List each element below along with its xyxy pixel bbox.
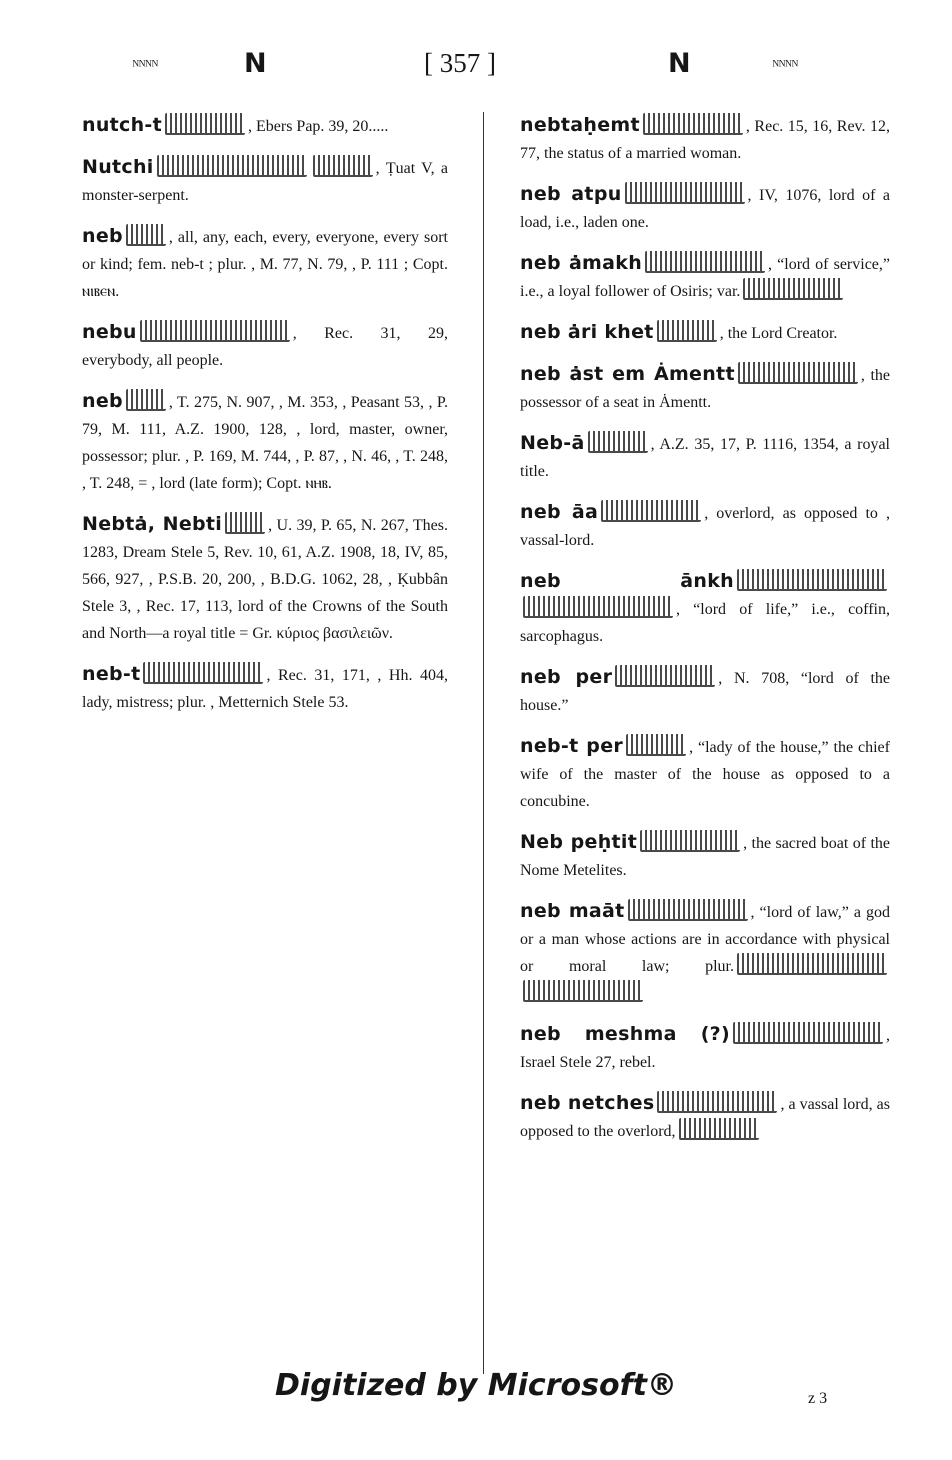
entry-nutch-t: nutch-t , Ebers Pap. 39, 20..... (82, 114, 389, 136)
entry-neb-atpu: neb atpu , IV, 1076, lord of a load, i.e., laden one. (520, 183, 890, 231)
signature-mark: z 3 (808, 1390, 828, 1407)
hieroglyph-group (601, 500, 701, 522)
water-hieroglyph-right: ᴺᴺᴺᴺ (772, 58, 798, 75)
entry-neb-pehtit: Neb peḥtit , the sacred boat of the Nome Metelites. (520, 831, 890, 879)
hieroglyph-group (157, 155, 307, 177)
entry-neb-ast-em-amentt: neb ȧst em Ȧmentt , the possessor of a seat in Ȧmentt. (520, 363, 891, 411)
entry-neb-netches: neb netches , a vassal lord, as opposed to the overlord, (520, 1092, 890, 1140)
entry-nebta: Nebtȧ, Nebti , U. 39, P. 65, N. 267, Thes. 1283, Dream Stele 5, Rev. 10, 61, A.Z. 1908, 18, IV, 85, 566, 927, , P.S.B. 20, 200, , B.D.G. 1062, 28, , Ḳubbân Stele 3, , Rec. 17, 113, lord of the Crowns of the South and North—a royal title = Gr. κύριος βασιλειῶν. (82, 513, 449, 642)
hieroglyph-group (733, 1022, 883, 1044)
hieroglyph-group (313, 155, 373, 177)
hieroglyph-group (143, 662, 263, 684)
section-letter-right: N (668, 48, 691, 79)
hieroglyph-group (523, 980, 643, 1002)
entry-neb-ari-khet: neb ȧri khet , the Lord Creator. (520, 321, 838, 343)
hieroglyph-group (625, 182, 745, 204)
hieroglyph-group (588, 431, 648, 453)
entry-neb-a: Neb-ā , A.Z. 35, 17, P. 1116, 1354, a royal title. (520, 432, 890, 480)
entry-neb-t: neb-t , Rec. 31, 171, , Hh. 404, lady, mistress; plur. , Metternich Stele 53. (82, 663, 448, 711)
hieroglyph-group (165, 113, 245, 135)
entry-nebu: nebu , Rec. 31, 29, everybody, all people. (82, 321, 448, 369)
section-letter-left: N (244, 48, 267, 79)
hieroglyph-group (225, 512, 265, 534)
hieroglyph-group (523, 596, 673, 618)
hieroglyph-group (615, 665, 715, 687)
entry-neb-lord: neb , T. 275, N. 907, , M. 353, , Peasant 53, , P. 79, M. 111, A.Z. 1900, 128, , lord, master, owner, possessor; plur. , P. 169, M. 744, , P. 87, , N. 46, , T. 248, , T. 248, = , lord (late form); Copt. ⲛⲏⲃ. (82, 390, 448, 492)
right-column (498, 112, 890, 1350)
entry-nebtahemt: nebtaḥemt , Rec. 15, 16, Rev. 12, 77, the status of a married woman. (520, 114, 890, 162)
entry-neb-meshma: neb meshma (?) , Israel Stele 27, rebel. (520, 1023, 890, 1071)
entry-neb-maat: neb maāt , “lord of law,” a god or a man whose actions are in accordance with physical or moral law; plur. (498, 898, 890, 1007)
entry-neb-aa: neb āa , overlord, as opposed to , vassal-lord. (520, 501, 890, 549)
entry-neb-t-per: neb-t per , “lady of the house,” the chief wife of the master of the house as opposed to a concubine. (520, 735, 890, 810)
hieroglyph-group (737, 953, 887, 975)
hieroglyph-group (679, 1118, 759, 1140)
entry-neb-all: neb , all, any, each, every, everyone, every sort or kind; fem. neb-t ; plur. , M. 77, N. 79, , P. 111 ; Copt. ⲛⲓⲃⲉⲛ. (82, 225, 448, 300)
page-number: [ 357 ] (424, 48, 496, 78)
hieroglyph-group (643, 113, 743, 135)
hieroglyph-group (738, 362, 858, 384)
hieroglyph-group (126, 389, 166, 411)
entry-neb-ankh: neb ānkh, “lord of life,” i.e., coffin, sarcophagus. (520, 570, 890, 645)
hieroglyph-group (140, 320, 290, 342)
hieroglyph-group (737, 569, 887, 591)
water-hieroglyph-left: ᴺᴺᴺᴺ (132, 58, 158, 75)
left-column (60, 112, 448, 1350)
hieroglyph-group (657, 1091, 777, 1113)
page-header (0, 48, 952, 88)
entry-nutchi: Nutchi , Ṭuat V, a monster-serpent. (82, 156, 448, 204)
hieroglyph-group (126, 224, 166, 246)
hieroglyph-group (743, 278, 843, 300)
hieroglyph-group (640, 830, 740, 852)
column-divider (483, 112, 484, 1374)
hieroglyph-group (626, 734, 686, 756)
hieroglyph-group (657, 320, 717, 342)
digitized-watermark: Digitized by Microsoft® (275, 1368, 677, 1403)
entry-neb-amakh: neb ȧmakh , “lord of service,” i.e., a loyal follower of Osiris; var. (520, 252, 890, 300)
hieroglyph-group (628, 899, 748, 921)
entry-neb-per: neb per , N. 708, “lord of the house.” (520, 666, 890, 714)
hieroglyph-group (645, 251, 765, 273)
